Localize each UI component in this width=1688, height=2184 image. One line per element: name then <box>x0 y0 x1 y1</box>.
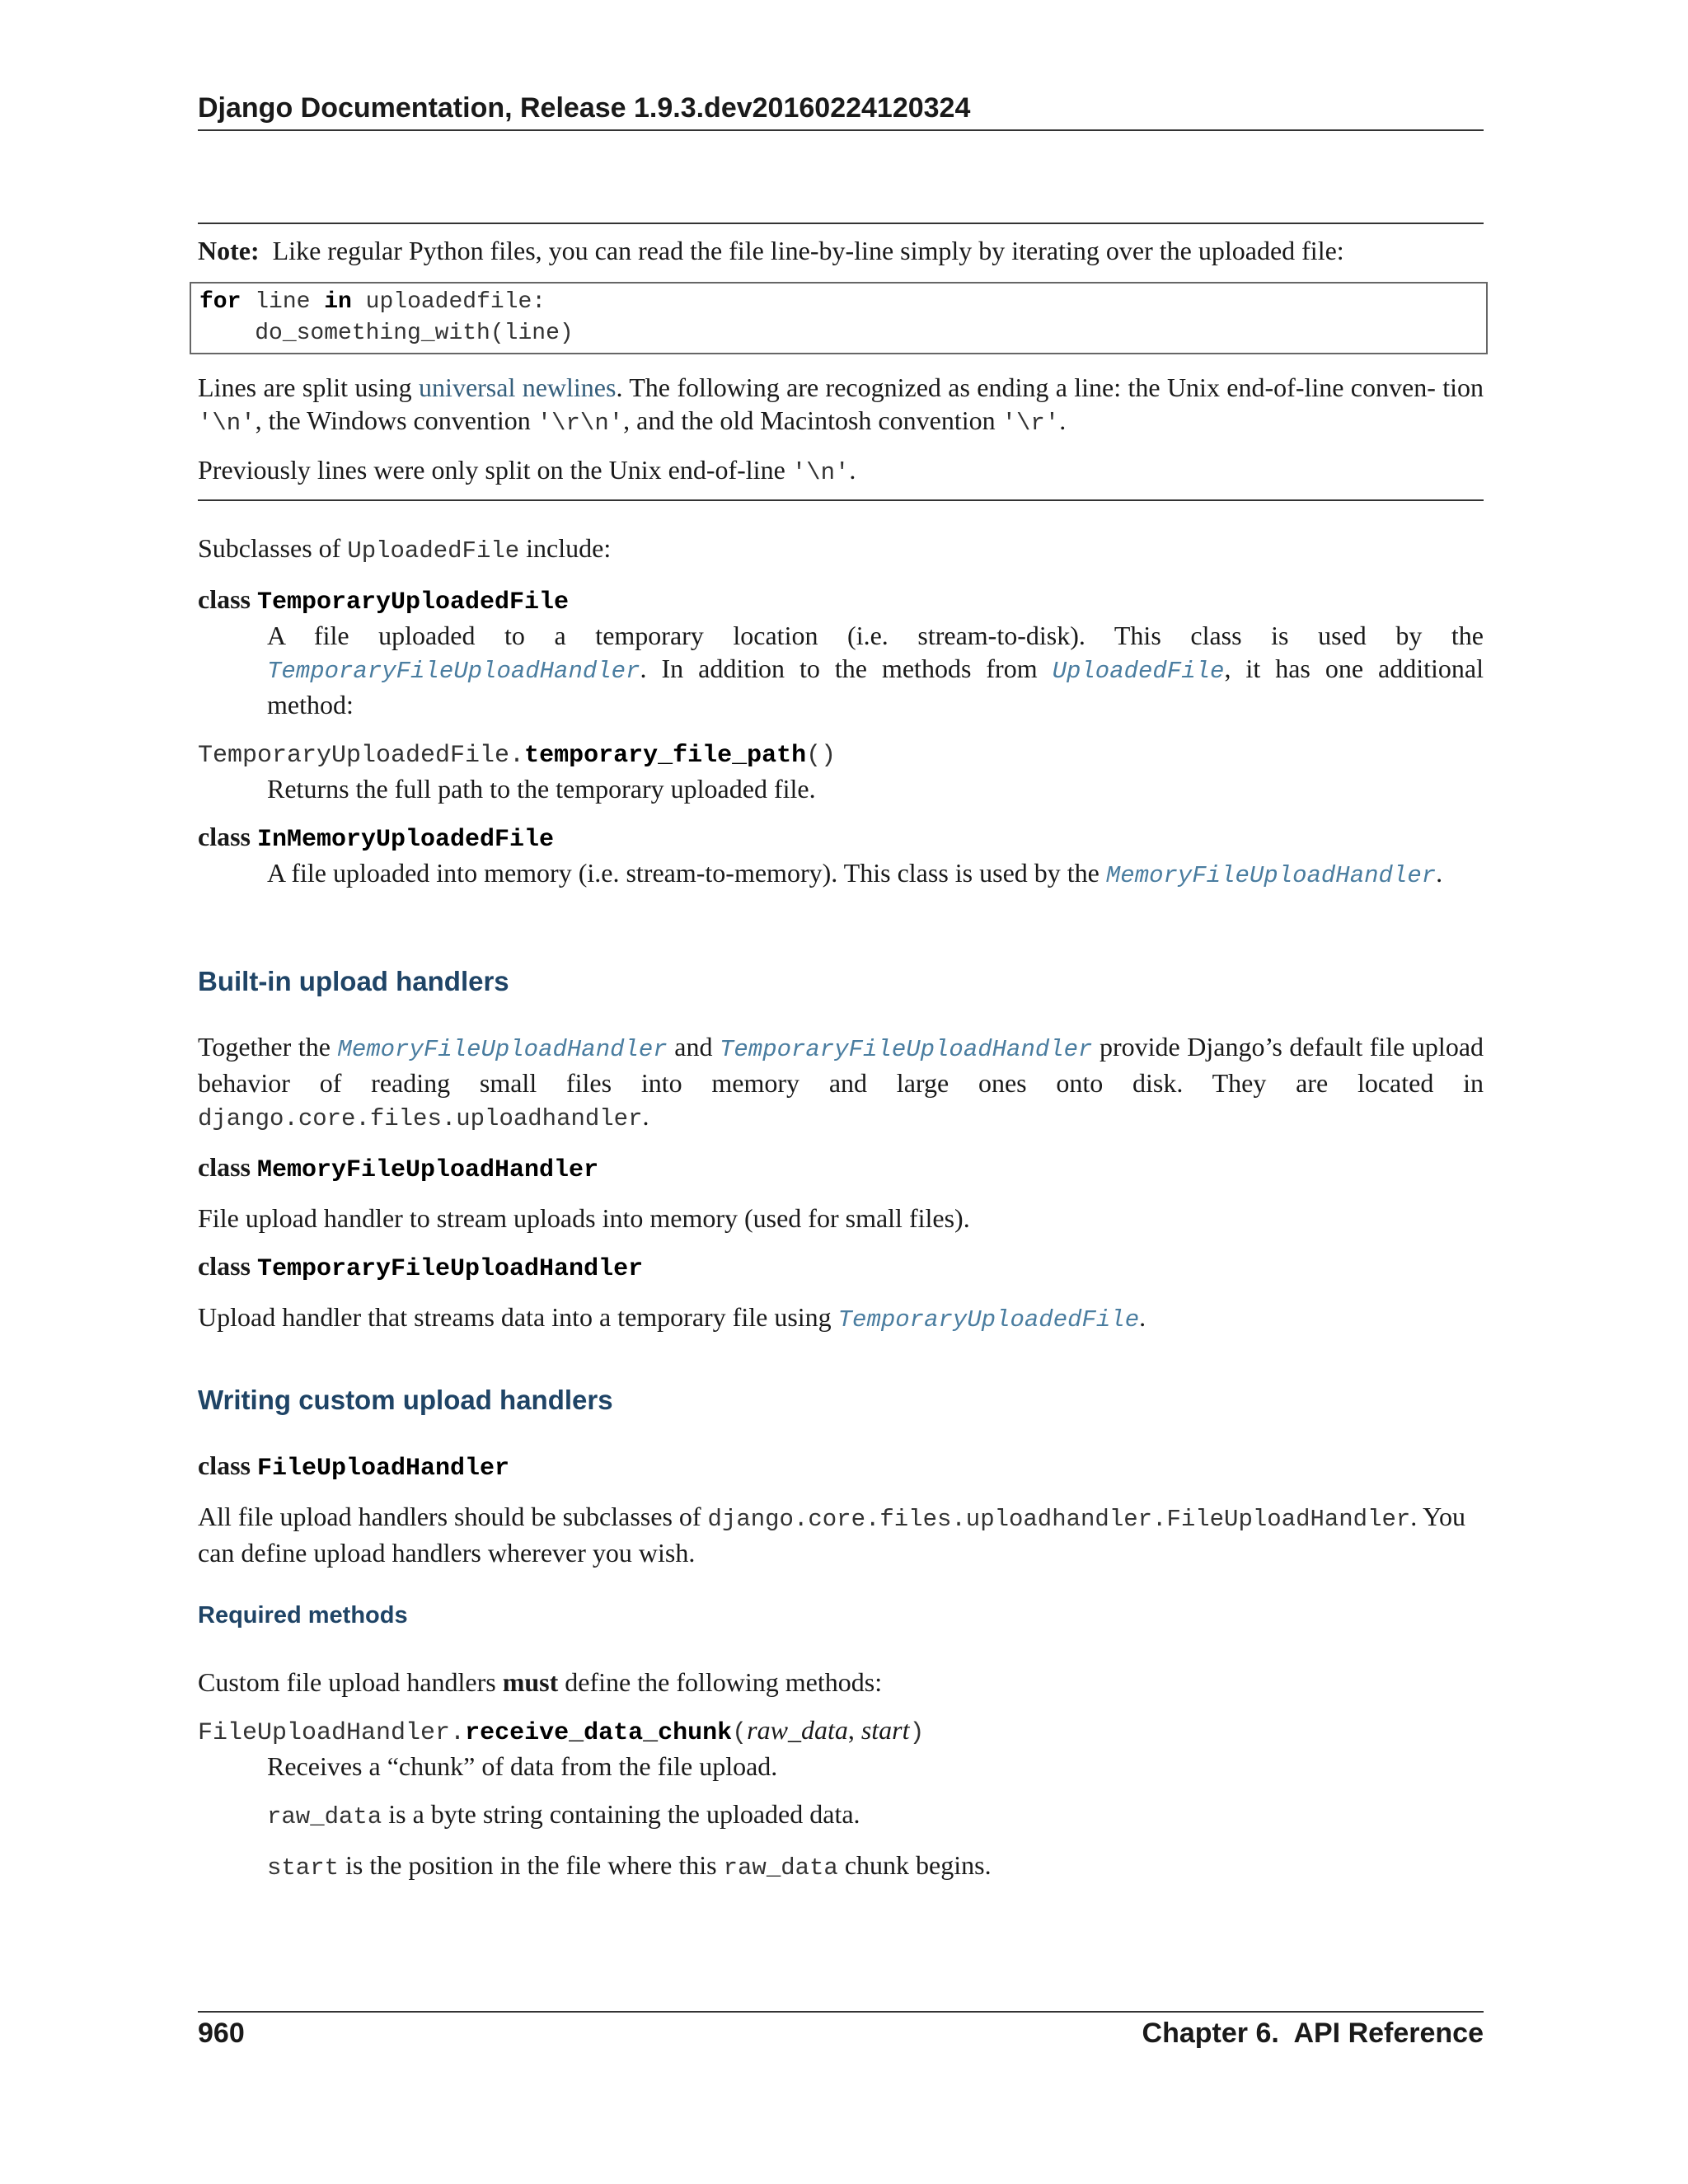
newlines-paragraph: Lines are split using universal newlines. The following are recognized as ending a line: the Unix end-of-line conven- tion '\n', the Windows convention '\r\n', and the old Macintosh convention '\r'. <box>198 373 1484 437</box>
temporary-handler-link[interactable]: TemporaryFileUploadHandler <box>719 1036 1093 1063</box>
subclasses-intro: Subclasses of UploadedFile include: <box>198 533 612 565</box>
page-number: 960 <box>198 2018 245 2049</box>
custom-handlers-heading: Writing custom upload handlers <box>198 1385 613 1415</box>
receive-data-chunk-desc: Receives a “chunk” of data from the file upload. <box>267 1751 778 1781</box>
required-methods-heading: Required methods <box>198 1602 408 1629</box>
builtin-handlers-heading: Built-in upload handlers <box>198 966 509 996</box>
memory-file-upload-handler-decl: class MemoryFileUploadHandler <box>198 1152 599 1184</box>
temporary-uploaded-file-desc: A file uploaded to a temporary location (i.e. stream-to-disk). This class is used by the TemporaryFileUploadHandler. In addition to the methods from UploadedFile, it has one additional method: <box>267 621 1484 719</box>
receive-data-chunk-decl: FileUploadHandler.receive_data_chunk(raw_data, start) <box>198 1715 925 1747</box>
builtin-handlers-paragraph: Together the MemoryFileUploadHandler and TemporaryFileUploadHandler provide Django’s default file upload behavior of reading small files into memory and large ones onto disk. They are located in django.core.files.uploadhandler. <box>198 1032 1484 1132</box>
code-block: for line in uploadedfile: do_something_with(line) <box>190 282 1488 354</box>
running-header: Django Documentation, Release 1.9.3.dev20160224120324 <box>198 92 1484 131</box>
file-upload-handler-desc: All file upload handlers should be subclasses of django.core.files.uploadhandler.FileUploadHandler. You can define upload handlers wherever you wish. <box>198 1502 1466 1568</box>
temporary-uploaded-file-decl: class TemporaryUploadedFile <box>198 584 570 616</box>
builtin-handlers-section <box>198 966 1484 1337</box>
universal-newlines-link[interactable]: universal newlines <box>419 373 617 402</box>
previously-paragraph: Previously lines were only split on the Unix end-of-line '\n'. <box>198 455 856 486</box>
temporary-file-upload-handler-decl: class TemporaryFileUploadHandler <box>198 1251 644 1283</box>
start-desc: start is the position in the file where this raw_data chunk begins. <box>267 1850 992 1882</box>
in-memory-uploaded-file-decl: class InMemoryUploadedFile <box>198 822 555 854</box>
memory-file-upload-handler-link[interactable]: MemoryFileUploadHandler <box>1105 862 1437 889</box>
uploaded-file-link[interactable]: UploadedFile <box>1052 658 1225 685</box>
temporary-file-upload-handler-link[interactable]: TemporaryFileUploadHandler <box>267 658 640 685</box>
memory-handler-link[interactable]: MemoryFileUploadHandler <box>337 1036 668 1063</box>
temporary-file-path-desc: Returns the full path to the temporary uploaded file. <box>267 774 816 804</box>
custom-handlers-section <box>198 1385 1484 1885</box>
subclasses-section <box>198 532 1484 893</box>
temporary-uploaded-file-link[interactable]: TemporaryUploadedFile <box>837 1306 1140 1333</box>
page-footer <box>198 2011 1484 2050</box>
note-box <box>198 223 1484 501</box>
raw-data-desc: raw_data is a byte string containing the uploaded data. <box>267 1799 860 1830</box>
chapter-title: Chapter 6. API Reference <box>1142 2018 1484 2049</box>
temporary-file-upload-handler-desc: Upload handler that streams data into a temporary file using TemporaryUploadedFile. <box>198 1302 1146 1333</box>
in-memory-uploaded-file-desc: A file uploaded into memory (i.e. stream-to-memory). This class is used by the MemoryFileUploadHandler. <box>267 858 1443 889</box>
temporary-file-path-decl: TemporaryUploadedFile.temporary_file_path() <box>198 742 837 770</box>
required-methods-paragraph: Custom file upload handlers must define the following methods: <box>198 1667 883 1697</box>
note-paragraph: Note: Like regular Python files, you can read the file line-by-line simply by iterating over the uploaded file: <box>198 236 1344 265</box>
memory-file-upload-handler-desc: File upload handler to stream uploads into memory (used for small files). <box>198 1203 970 1233</box>
note-label: Note: <box>198 236 260 265</box>
file-upload-handler-decl: class FileUploadHandler <box>198 1451 510 1483</box>
